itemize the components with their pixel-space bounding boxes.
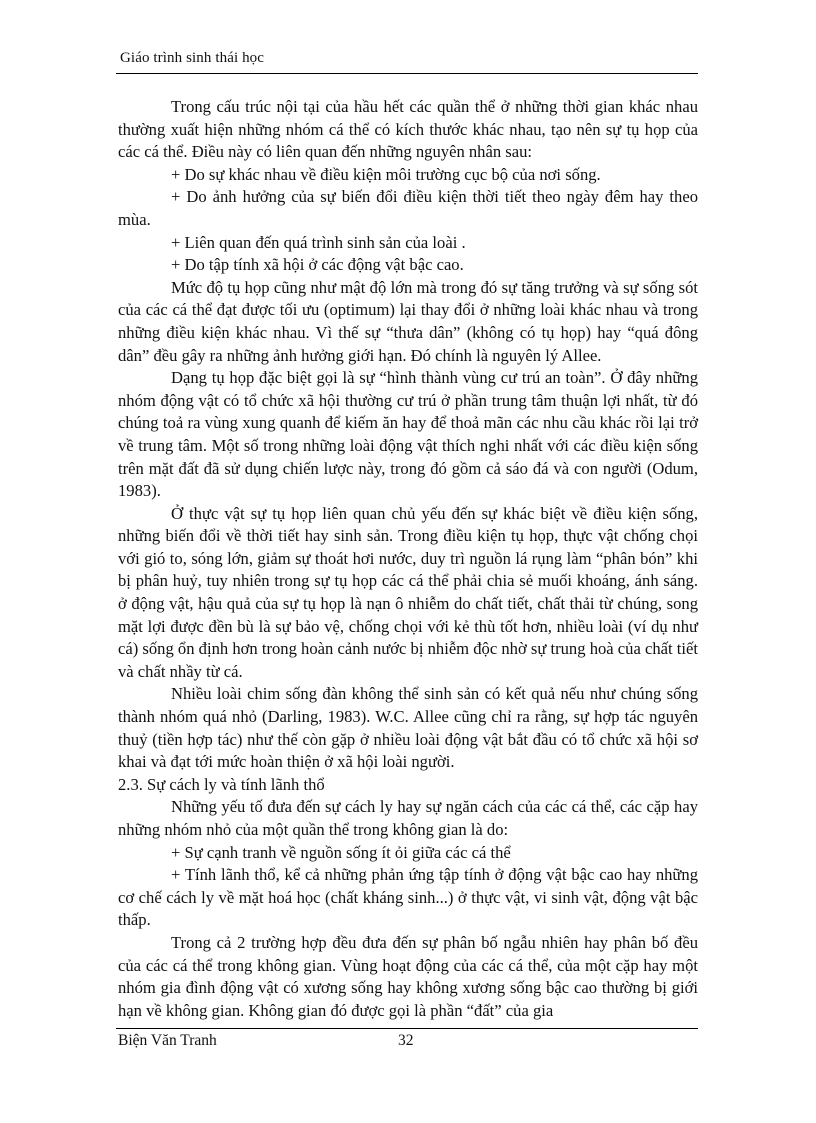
paragraph-aggregation-intro: Trong cấu trúc nội tại của hầu hết các quần thể ở những thời gian khác nhau thường xuất hiện những nhóm cá thể có kích thước khác nhau, tạo nên sự tụ họp của các cá thể. Điều này có liên quan đến những nguyên nhân sau:	[118, 97, 698, 162]
paragraph-bird-colonies: Nhiều loài chim sống đàn không thể sinh sản có kết quả nếu như chúng sống thành nhóm quá nhỏ (Darling, 1983). W.C. Allee cũng chỉ ra rằng, sự hợp tác nguyên thuỷ (tiền hợp tác) như thế còn gặp ở nhiều loài động vật bắt đầu có tổ chức xã hội sơ khai và đạt tới mức hoàn thiện ở xã hội loài người.	[118, 684, 698, 772]
bullet-local-environment: + Do sự khác nhau về điều kiện môi trường cục bộ của nơi sống.	[171, 164, 601, 184]
paragraph-home-range: Trong cả 2 trường hợp đều đưa đến sự phân bố ngẫu nhiên hay phân bố đều của các cá thể trong không gian. Vùng hoạt động của các cá thể, của một cặp hay một nhóm gia đình động vật có xương sống hay không xương sống bậc cao thường bị giới hạn về không gian. Không gian đó được gọi là phần “đất” của gia	[118, 932, 698, 1020]
paragraph-plant-aggregation: Ở thực vật sự tụ họp liên quan chủ yếu đến sự khác biệt về điều kiện sống, những biến đổi về thời tiết hay sinh sản. Trong điều kiện tụ họp, thực vật chống chọi với gió to, sóng lớn, giảm sự thoát hơi nước, duy trì nguồn lá rụng làm “phân bón” khi bị phân huỷ, tuy nhiên trong sự tụ họp các cá thể phải chia sẻ muối khoáng, ánh sáng. ở động vật, hậu quả của sự tụ họp là nạn ô nhiễm do chất tiết, chất thải từ chúng, song mặt lợi được đền bù là sự bảo vệ, chống chọi với kẻ thù tốt hơn, nhiều loài (ví dụ như cá) sống ổn định hơn trong hoàn cảnh nước bị nhiễm độc nhờ sự trung hoà của chất tiết và chất nhầy từ cá.	[118, 503, 698, 681]
bullet-social-behavior: + Do tập tính xã hội ở các động vật bậc cao.	[171, 255, 464, 275]
paragraph-isolation-factors: Những yếu tố đưa đến sự cách ly hay sự ngăn cách của các cá thể, các cặp hay những nhóm nhỏ của một quần thể trong không gian là do:	[118, 797, 698, 839]
header-rule	[116, 73, 698, 74]
running-header: Giáo trình sinh thái học	[120, 50, 265, 66]
paragraph-safe-zone: Dạng tụ họp đặc biệt gọi là sự “hình thành vùng cư trú an toàn”. Ở đây những nhóm động vật có tổ chức xã hội thường cư trú ở phần trung tâm thuận lợi nhất, từ đó chúng toả ra vùng xung quanh để kiếm ăn hay để thoả mãn các nhu cầu khác rồi lại trở về trung tâm. Một số trong những loài động vật thích nghi nhất với các điều kiện sống trên mặt đất đã sử dụng chiến lược này, trong đó gồm cả sáo đá và con người (Odum, 1983).	[118, 368, 698, 501]
bullet-weather-change: + Do ảnh hưởng của sự biến đổi điều kiện thời tiết theo ngày đêm hay theo mùa.	[118, 187, 698, 229]
footer-author: Biện Văn Tranh	[118, 1032, 217, 1049]
bullet-territoriality: + Tính lãnh thổ, kể cả những phản ứng tập tính ở động vật bậc cao hay những cơ chế cách ly về mặt hoá học (chất kháng sinh...) ở thực vật, vi sinh vật, động vật bậc thấp.	[118, 865, 698, 930]
body-text	[118, 96, 698, 1022]
section-heading-isolation: 2.3. Sự cách ly và tính lãnh thổ	[118, 774, 325, 794]
paragraph-allee-principle: Mức độ tụ họp cũng như mật độ lớn mà trong đó sự tăng trưởng và sự sống sót của các cá thể đạt được tối ưu (optimum) lại thay đổi ở những loài khác nhau và trong những điều kiện khác nhau. Vì thế sự “thưa dân” (không có tụ họp) hay “quá đông dân” đều gây ra những ảnh hưởng giới hạn. Đó chính là nguyên lý Allee.	[118, 277, 698, 365]
bullet-reproduction: + Liên quan đến quá trình sinh sản của loài .	[171, 232, 466, 252]
bullet-competition: + Sự cạnh tranh về nguồn sống ít ỏi giữa các cá thể	[171, 842, 511, 862]
footer-rule	[116, 1028, 698, 1029]
page-number: 32	[398, 1032, 414, 1049]
